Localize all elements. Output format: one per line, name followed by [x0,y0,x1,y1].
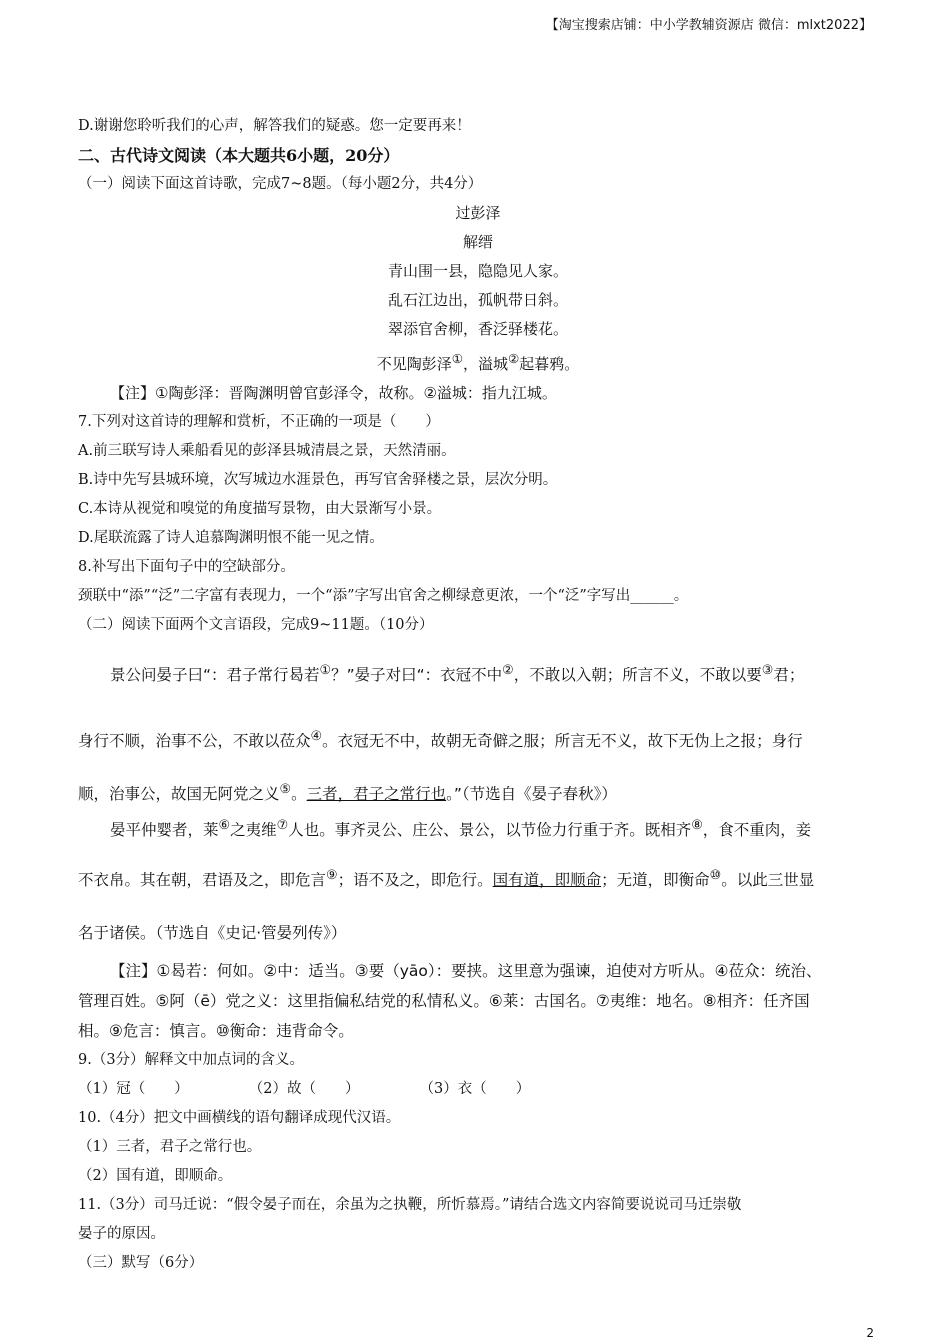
footnote-mark: ⑨ [326,867,338,883]
passage-text: ，不敢以入朝；所言不义，不敢以要 [513,666,762,685]
passage-1-line-1 [78,640,878,706]
poem-line-2: 乱石江边出，孤帆带日斜。 [387,291,568,309]
poem-title: 过彭泽 [455,204,501,222]
passage-1-line-3 [78,772,878,812]
footnote-mark: ⑤ [279,782,292,798]
question-11-line-2: 晏子的原因。 [78,1225,165,1242]
question-8-text: 颈联中“添”“泛”二字富有表现力，一个“添”字写出官舍之柳绿意更浓，一个“泛”字写出______。 [78,588,689,604]
footnote-mark-1: ① [451,351,463,366]
passage-text: 。”（节选自《晏子春秋》） [446,785,617,804]
poem-line-1: 青山围一县，隐隐见人家。 [387,262,568,280]
question-8: 8.补写出下面句子中的空缺部分。 [78,559,295,575]
poem-line-4 [78,344,878,379]
poem-line-4c: 起暮鸦。 [519,355,580,373]
passage-text: 晏平仲婴者，莱 [110,821,219,840]
document-body [78,112,878,1278]
passage-text: ；无道，即衡命 [601,870,710,889]
section-title: 二、古代诗文阅读（本大题共6小题，20分） [78,146,400,165]
passage-text: ，食不重肉，妾 [702,821,812,840]
passage-note-line-2: 管理百姓。⑤阿（ē）党之义：这里指偏私结党的私情私义。⑥莱：古国名。⑦夷维：地名。⑧相齐：任齐国 [78,991,810,1010]
passage-text: 景公问晏子曰“：君子常行曷若 [110,666,320,685]
footnote-mark: ⑩ [709,867,722,883]
part3-title: （三）默写（6分） [78,1254,204,1271]
question-10-item-2: （2）国有道，即顺命。 [78,1167,233,1184]
question-7: 7.下列对这首诗的理解和赏析，不正确的一项是（ ） [78,414,440,430]
part2-intro: （二）阅读下面两个文言语段，完成9~11题。（10分） [78,617,434,633]
passage-text: 人也。事齐灵公、庄公、景公，以节俭力行重于齐。既相齐 [288,821,692,840]
question-9-item-1: （1）冠（ ） [78,1080,189,1097]
passage-text: ？”晏子对曰“：衣冠不中 [331,666,503,685]
footnote-mark: ⑧ [691,818,703,834]
passage-text: 之夷维 [230,821,277,840]
passage-text: 。 [291,785,307,804]
poem-line-3: 翠添官舍柳，香泛驿楼花。 [387,320,568,338]
question-9-item-2: （2）故（ ） [248,1080,360,1097]
footnote-mark: ④ [310,729,323,745]
question-9-item-3: （3）衣（ ） [419,1080,531,1097]
poem-line-4a: 不见陶彭泽 [376,355,452,373]
passage-2-line-2 [78,845,878,911]
question-10: 10.（4分）把文中画横线的语句翻译成现代汉语。 [78,1109,401,1126]
passage-text: 不衣帛。其在朝，君语及之，即危言 [78,870,327,889]
poem-note: 【注】①陶彭泽：晋陶渊明曾官彭泽令，故称。②溢城：指九江城。 [110,384,557,402]
question-7-option-a: A.前三联写诗人乘船看见的彭泽县城清晨之景，天然清丽。 [78,443,456,459]
passage-text: 顺，治事公，故国无阿党之义 [78,785,280,804]
footnote-mark-2: ② [508,351,520,366]
passage-2-line-1 [78,812,878,844]
passage-text: ；语不及之，即危行。 [337,870,493,889]
question-9: 9.（3分）解释文中加点词的含义。 [78,1051,305,1068]
question-7-option-b: B.诗中先写县城环境，次写城边水涯景色，再写官舍驿楼之景，层次分明。 [78,472,558,488]
passage-text: 君； [773,666,805,685]
question-7-option-d: D.尾联流露了诗人追慕陶渊明恨不能一见之情。 [78,530,384,546]
question-7-option-c: C.本诗从视觉和嗅觉的角度描写景物，由大景渐写小景。 [78,501,442,517]
page-number: 2 [866,1326,874,1340]
page-header: 【淘宝搜索店铺：中小学教辅资源店 微信：mlxt2022】 [545,18,872,33]
question-10-item-1: （1）三者，君子之常行也。 [78,1138,262,1155]
poem-line-4b: ，溢城 [462,355,508,373]
passage-text: 。以此三世显 [721,870,815,889]
option-d-line: D.谢谢您聆听我们的心声，解答我们的疑惑。您一定要再来！ [78,118,471,134]
part1-intro: （一）阅读下面这首诗歌，完成7~8题。（每小题2分，共4分） [78,176,483,192]
question-9-items [78,1075,878,1104]
passage-text: 身行不顺，治事不公，不敢以莅众 [78,732,311,751]
passage-note-line-1: 【注】①曷若：何如。②中：适当。③要（yāo）：要挟。这里意为强谏，迫使对方听从。④莅众：统治、 [110,961,822,980]
passage-text: 。衣冠无不中，故朝无奇僻之服；所言无不义，故下无伪上之报；身行 [322,732,803,751]
passage-note-line-3: 相。⑨危言：慎言。⑩衡命：违背命令。 [78,1021,354,1040]
footnote-mark: ③ [761,663,774,678]
question-11-line-1: 11.（3分）司马迁说：“假令晏子而在，余虽为之执鞭，所忻慕焉。”请结合选文内容简要说说司马迁崇敬 [78,1196,742,1213]
footnote-mark: ① [319,663,332,678]
poem-author: 解缙 [462,233,493,251]
footnote-mark: ② [502,663,514,678]
underlined-sentence-1: 三者，君子之常行也 [306,785,447,804]
footnote-mark: ⑦ [276,818,289,834]
underlined-sentence-2: 国有道，即顺命 [492,870,602,889]
passage-1-line-2 [78,706,878,772]
footnote-mark: ⑥ [218,818,231,834]
passage-2-line-3: 名于诸侯。（节选自《史记·管晏列传》） [78,923,347,942]
